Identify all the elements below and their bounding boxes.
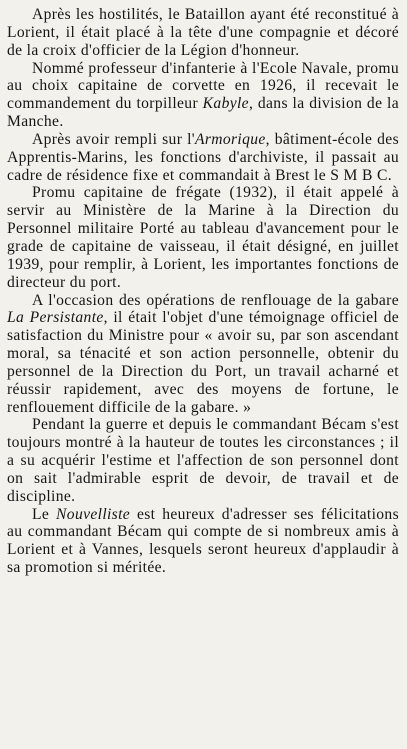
text-run: Après les hostilités, le Bataillon ayant été reconstitué à Lorient, il était placé à la tête d'une compagnie et décoré de la croix d'officier de la Légion d'honneur. — [7, 6, 399, 59]
text-run: Promu capitaine de frégate (1932), il était appelé à servir au Ministère de la Marine à la Direction du Personnel militaire Porté au tableau d'avancement pour le grade de capitaine de vaisseau, il était désigné, en juillet 1939, pour remplir, à Lorient, les importantes fonctions de directeur du port. — [7, 184, 399, 291]
italic-title: Armorique — [194, 130, 266, 148]
article-paragraph — [7, 131, 399, 185]
text-run: Pendant la guerre et depuis le commandant Bécam s'est toujours montré à la hauteur de toutes les circonstances ; il a su acquérir l'estime et l'affection de son personnel dont on sait l'admirable esprit de devoir, de travail et de discipline. — [7, 416, 399, 505]
italic-title: La Persistante — [7, 309, 104, 327]
text-run: Après avoir rempli sur l' — [32, 130, 195, 148]
article-paragraph — [7, 292, 399, 417]
article-paragraph — [7, 416, 399, 505]
article-column — [7, 6, 399, 577]
text-run: , dans la division de la Manche. — [7, 95, 399, 131]
text-run: , bâtiment-école des Apprentis-Marins, les fonctions d'archiviste, il passait au cadre de résidence fixe et commandait à Brest le S M B C. — [7, 130, 399, 184]
text-run: , il était l'objet d'une témoignage officiel de satisfaction du Ministre pour « avoir su, par son ascendant moral, sa ténacité et son action personnelle, obtenir du personnel de la Direction du Port, un travail acharné et réussir rapidement, avec des moyens de fortune, le renflouement difficile de la gabare. » — [7, 309, 399, 416]
article-paragraph — [7, 60, 399, 131]
article-paragraph — [7, 184, 399, 291]
text-run: A l'occasion des opérations de renflouage de la gabare — [32, 291, 399, 309]
article-paragraph — [7, 506, 399, 577]
article-paragraph — [7, 6, 399, 60]
text-run: Le — [32, 505, 57, 523]
italic-title: Kabyle — [202, 95, 249, 113]
italic-title: Nouvelliste — [56, 505, 131, 523]
text-run: Nommé professeur d'infanterie à l'Ecole Navale, promu au choix capitaine de corvette en 1926, il recevait le commandement du torpilleur — [7, 59, 399, 113]
text-run: est heureux d'adresser ses félicitations au commandant Bécam qui compte de si nombreux amis à Lorient et à Vannes, lesquels seront heureux d'applaudir à sa promotion si méritée. — [7, 505, 400, 577]
